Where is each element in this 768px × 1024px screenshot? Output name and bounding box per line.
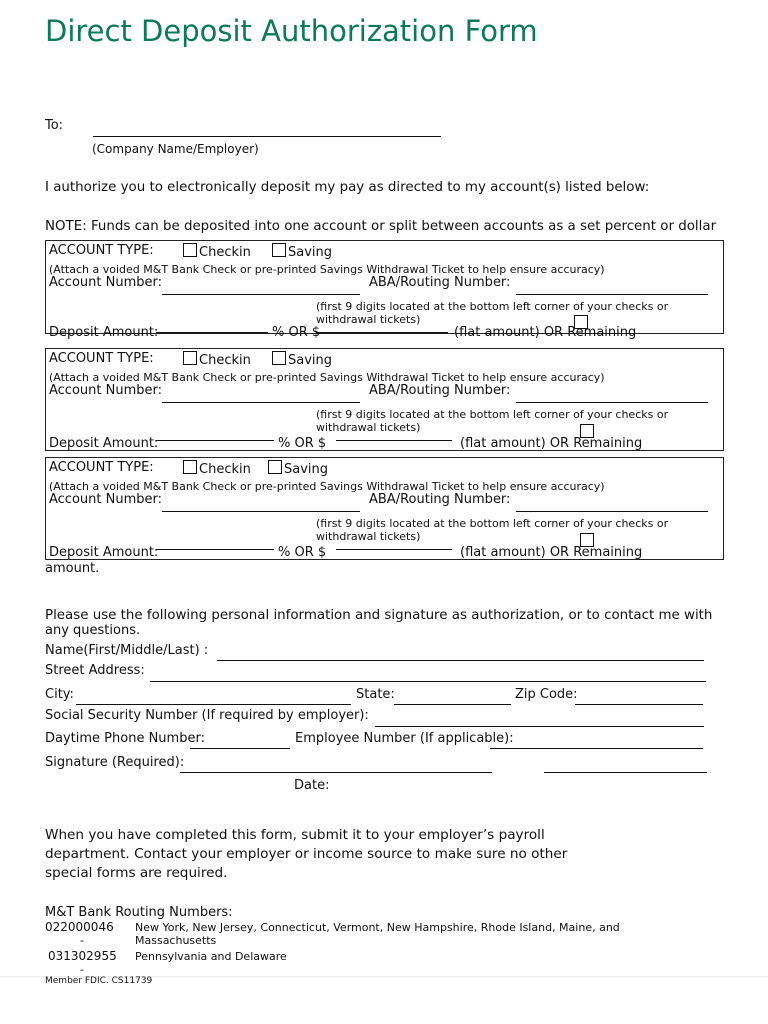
city-label: City: [45, 687, 74, 702]
deposit-percent-field[interactable] [156, 332, 268, 333]
state-label: State: [356, 687, 395, 702]
signature-label: Signature (Required): [45, 755, 185, 770]
routing-dash-2: - [80, 963, 84, 976]
submit-text-line-2: department. Contact your employer or income source to make sure no other [45, 846, 568, 862]
zip-label: Zip Code: [515, 687, 578, 702]
deposit-row-clipped [46, 545, 723, 560]
deposit-percent-field[interactable] [156, 440, 274, 441]
deposit-amount-label: Deposit Amount: [49, 545, 159, 560]
ssn-label: Social Security Number (If required by employer): [45, 708, 369, 723]
checking-label: Checkin [199, 462, 251, 477]
account-type-label: ACCOUNT TYPE: [49, 351, 154, 366]
savings-checkbox[interactable] [272, 243, 286, 257]
routing-dash-1: - [80, 934, 84, 947]
routing-note-line-2: withdrawal tickets) [316, 530, 421, 543]
percent-label: % OR $ [272, 325, 321, 340]
savings-label: Saving [288, 245, 333, 260]
account-number-field[interactable] [162, 511, 360, 512]
deposit-flat-field[interactable] [316, 332, 448, 333]
attach-note: (Attach a voided M&T Bank Check or pre-printed Savings Withdrawal Ticket to help ensure accuracy) [49, 480, 605, 493]
attach-note: (Attach a voided M&T Bank Check or pre-printed Savings Withdrawal Ticket to help ensure accuracy) [49, 263, 605, 276]
account-number-label: Account Number: [49, 492, 162, 507]
please-text-line-1: Please use the following personal information and signature as authorization, or to contact me with [45, 608, 713, 623]
routing-states-1-line-1: New York, New Jersey, Connecticut, Vermont, New Hampshire, Rhode Island, Maine, and [135, 921, 620, 934]
routing-states-2: Pennsylvania and Delaware [135, 950, 287, 963]
routing-number-field[interactable] [516, 294, 708, 295]
checking-option[interactable] [183, 243, 251, 260]
checking-label: Checkin [199, 353, 251, 368]
routing-number-label: ABA/Routing Number: [369, 492, 511, 507]
phone-label: Daytime Phone Number: [45, 731, 205, 746]
deposit-amount-label: Deposit Amount: [49, 436, 159, 451]
amount-text: amount. [45, 561, 100, 576]
submit-text-line-3: special forms are required. [45, 865, 228, 881]
checking-option[interactable] [183, 351, 251, 368]
routing-number-field[interactable] [516, 511, 708, 512]
account-number-label: Account Number: [49, 383, 162, 398]
ssn-field[interactable] [375, 726, 704, 727]
routing-note-line-1: (first 9 digits located at the bottom left corner of your checks or [316, 408, 669, 421]
phone-field[interactable] [190, 748, 290, 749]
savings-checkbox[interactable] [272, 351, 286, 365]
authorize-text: I authorize you to electronically deposit my pay as directed to my account(s) listed below: [45, 180, 650, 195]
account-box-1 [45, 240, 724, 340]
savings-label: Saving [284, 462, 329, 477]
routing-states-1-line-2: Massachusetts [135, 934, 217, 947]
flat-amount-label: (flat amount) OR Remaining [454, 325, 637, 340]
please-text-line-2: any questions. [45, 623, 141, 638]
routing-note-line-1: (first 9 digits located at the bottom left corner of your checks or [316, 300, 669, 313]
routing-number-label: ABA/Routing Number: [369, 275, 511, 290]
percent-label: % OR $ [278, 436, 327, 451]
flat-amount-label: (flat amount) OR Remaining [460, 545, 643, 560]
deposit-percent-field[interactable] [156, 549, 274, 550]
deposit-row-clipped [46, 325, 723, 340]
street-field[interactable] [150, 681, 706, 682]
routing-note-line-2: withdrawal tickets) [316, 313, 421, 326]
checking-option[interactable] [183, 460, 251, 477]
account-type-label: ACCOUNT TYPE: [49, 460, 154, 475]
account-type-label: ACCOUNT TYPE: [49, 243, 154, 258]
deposit-row-clipped [46, 436, 723, 451]
account-box-2 [45, 348, 724, 451]
checking-label: Checkin [199, 245, 251, 260]
submit-text-line-1: When you have completed this form, submit it to your employer’s payroll [45, 827, 545, 843]
note-text: NOTE: Funds can be deposited into one account or split between accounts as a set percent or dollar [45, 219, 717, 234]
routing-note-line-1: (first 9 digits located at the bottom left corner of your checks or [316, 517, 669, 530]
name-label: Name(First/Middle/Last) : [45, 643, 209, 658]
to-label: To: [45, 118, 64, 133]
signature-field[interactable] [180, 772, 492, 773]
routing-number-2: 031302955 [48, 949, 117, 963]
checking-checkbox[interactable] [183, 351, 197, 365]
date-field[interactable] [544, 772, 707, 773]
routing-heading: M&T Bank Routing Numbers: [45, 905, 233, 920]
routing-dash-2-clipped [78, 963, 90, 976]
name-field[interactable] [217, 660, 704, 661]
savings-option[interactable] [268, 460, 328, 477]
routing-number-label: ABA/Routing Number: [369, 383, 511, 398]
company-name-field[interactable] [93, 136, 441, 137]
account-number-field[interactable] [162, 294, 360, 295]
state-field[interactable] [394, 704, 511, 705]
percent-label: % OR $ [278, 545, 327, 560]
zip-field[interactable] [575, 704, 703, 705]
employee-number-label: Employee Number (If applicable): [295, 731, 514, 746]
deposit-flat-field[interactable] [336, 549, 452, 550]
routing-note-line-2: withdrawal tickets) [316, 421, 421, 434]
deposit-flat-field[interactable] [336, 440, 452, 441]
savings-option[interactable] [272, 243, 332, 260]
date-label: Date: [294, 778, 330, 793]
flat-amount-label: (flat amount) OR Remaining [460, 436, 643, 451]
routing-number-field[interactable] [516, 402, 708, 403]
page-title: Direct Deposit Authorization Form [45, 14, 538, 48]
savings-option[interactable] [272, 351, 332, 368]
city-field[interactable] [76, 704, 351, 705]
employee-number-field[interactable] [490, 748, 703, 749]
checking-checkbox[interactable] [183, 460, 197, 474]
checking-checkbox[interactable] [183, 243, 197, 257]
attach-note: (Attach a voided M&T Bank Check or pre-printed Savings Withdrawal Ticket to help ensure accuracy) [49, 371, 605, 384]
savings-label: Saving [288, 353, 333, 368]
deposit-amount-label: Deposit Amount: [49, 325, 159, 340]
account-number-label: Account Number: [49, 275, 162, 290]
account-number-field[interactable] [162, 402, 360, 403]
company-caption: (Company Name/Employer) [92, 142, 259, 156]
account-box-3 [45, 457, 724, 560]
street-label: Street Address: [45, 663, 145, 678]
savings-checkbox[interactable] [268, 460, 282, 474]
footer-text: Member FDIC. CS11739 [45, 976, 153, 986]
routing-number-1: 022000046 [45, 920, 114, 934]
